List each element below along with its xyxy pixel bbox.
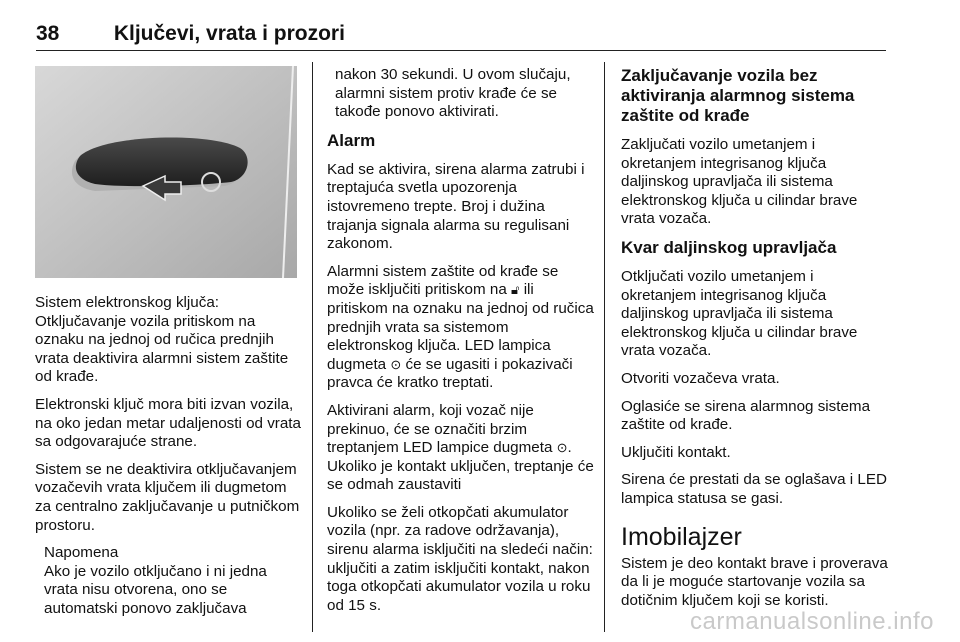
lock-icon: 🔓︎ — [511, 282, 520, 298]
paragraph: Uključiti kontakt. — [621, 443, 731, 461]
paragraph: Zaključati vozilo umetanjem i okretanjem integrisanog ključa daljinskog upravljača ili sistema elektronskog ključa u cilindar brave vrata vozača. — [621, 136, 858, 228]
note-text: Ako je vozilo otključano i ni jedna vrata nisu otvorena, ono se automatski ponovo zaključava — [44, 562, 267, 617]
note-title: Napomena — [44, 544, 119, 562]
text-span: . Ukoliko je kontakt uključen, treptanje će se odmah zaustaviti — [327, 439, 594, 494]
text-span: će se ugasiti i pokazivači pravca će kratko treptati. — [327, 355, 573, 392]
paragraph: Sistem elektronskog ključa: Otključavanje vozila pritiskom na oznaku na jednoj od ručica prednjih vrata deaktivira alarmni sistem zaštite od krađe. — [35, 294, 289, 386]
paragraph: Oglasiće se sirena alarmnog sistema zaštite od krađe. — [621, 397, 871, 434]
text-span: Aktivirani alarm, koji vozač nije prekinuo, će se označiti brzim treptanjem LED lampice dugmeta — [327, 401, 553, 457]
note-block — [44, 544, 303, 618]
paragraph: nakon 30 sekundi. U ovom slučaju, alarmni sistem protiv krađe će se takođe ponovo aktivirati. — [335, 66, 571, 121]
paragraph: Ukoliko se želi otkopčati akumulator vozila (npr. za radove održavanja), sirenu alarma isključiti na sledeći način: uključiti a zatim isključiti kontakt, nakon toga otkopčati akumulator vozila u roku od 15 s. — [327, 503, 593, 614]
column-divider-2 — [604, 62, 605, 632]
column-3 — [621, 66, 889, 619]
text-span: ili pritiskom na oznaku na jednoj od ručica prednjih vrata sa sistemom elektronskog ključa. LED lampica dugmeta — [327, 281, 594, 373]
paragraph: Sirena će prestati da se oglašava i LED lampica statusa se gasi. — [621, 471, 887, 507]
page-number: 38 — [36, 22, 60, 45]
paragraph: Elektronski ključ mora biti izvan vozila, na oko jedan metar udaljenosti od vrata sa odgovarajuće strane. — [35, 395, 301, 451]
alarm-led-icon: ⊙ — [556, 440, 568, 456]
paragraph: Sistem je deo kontakt brave i proverava da li je moguće startovanje vozila sa dotičnim ključem koji se koristi. — [621, 554, 888, 609]
paragraph: Otključati vozilo umetanjem i okretanjem integrisanog ključa daljinskog upravljača ili sistema elektronskog ključa u cilindar brave vrata vozača. — [621, 267, 858, 360]
paragraph — [327, 263, 597, 393]
paragraph: Kad se aktivira, sirena alarma zatrubi i treptajuća svetla upozorenja istovremeno trepte. Broj i dužina trajanja signala alarma su regulisani zakonom. — [327, 160, 585, 253]
door-handle-icon — [35, 66, 297, 278]
section-heading: Zaključavanje vozila bez aktiviranja alarmnog sistema zaštite od krađe — [621, 66, 855, 125]
header-rule — [36, 50, 886, 51]
paragraph: Sistem se ne deaktivira otključavanjem vozačevih vrata ključem ili dugmetom za centralno zaključavanje u putničkom prostoru. — [35, 460, 300, 534]
page-title: Ključevi, vrata i prozori — [113, 22, 345, 45]
column-divider-1 — [312, 62, 313, 632]
text-span: Alarmni sistem zaštite od krađe se može isključiti pritiskom na — [327, 262, 559, 299]
column-1 — [35, 66, 303, 619]
watermark: carmanualsonline.info — [690, 608, 934, 635]
section-heading-imobilajzer: Imobilajzer — [621, 522, 742, 551]
page-header — [36, 22, 345, 46]
paragraph: Otvoriti vozačeva vrata. — [621, 369, 780, 387]
alarm-led-icon: ⊙ — [390, 356, 402, 372]
paragraph — [327, 402, 597, 495]
section-heading-alarm: Alarm — [327, 130, 376, 150]
door-handle-illustration — [35, 66, 297, 278]
section-heading: Kvar daljinskog upravljača — [621, 237, 837, 257]
column-2 — [327, 66, 597, 624]
